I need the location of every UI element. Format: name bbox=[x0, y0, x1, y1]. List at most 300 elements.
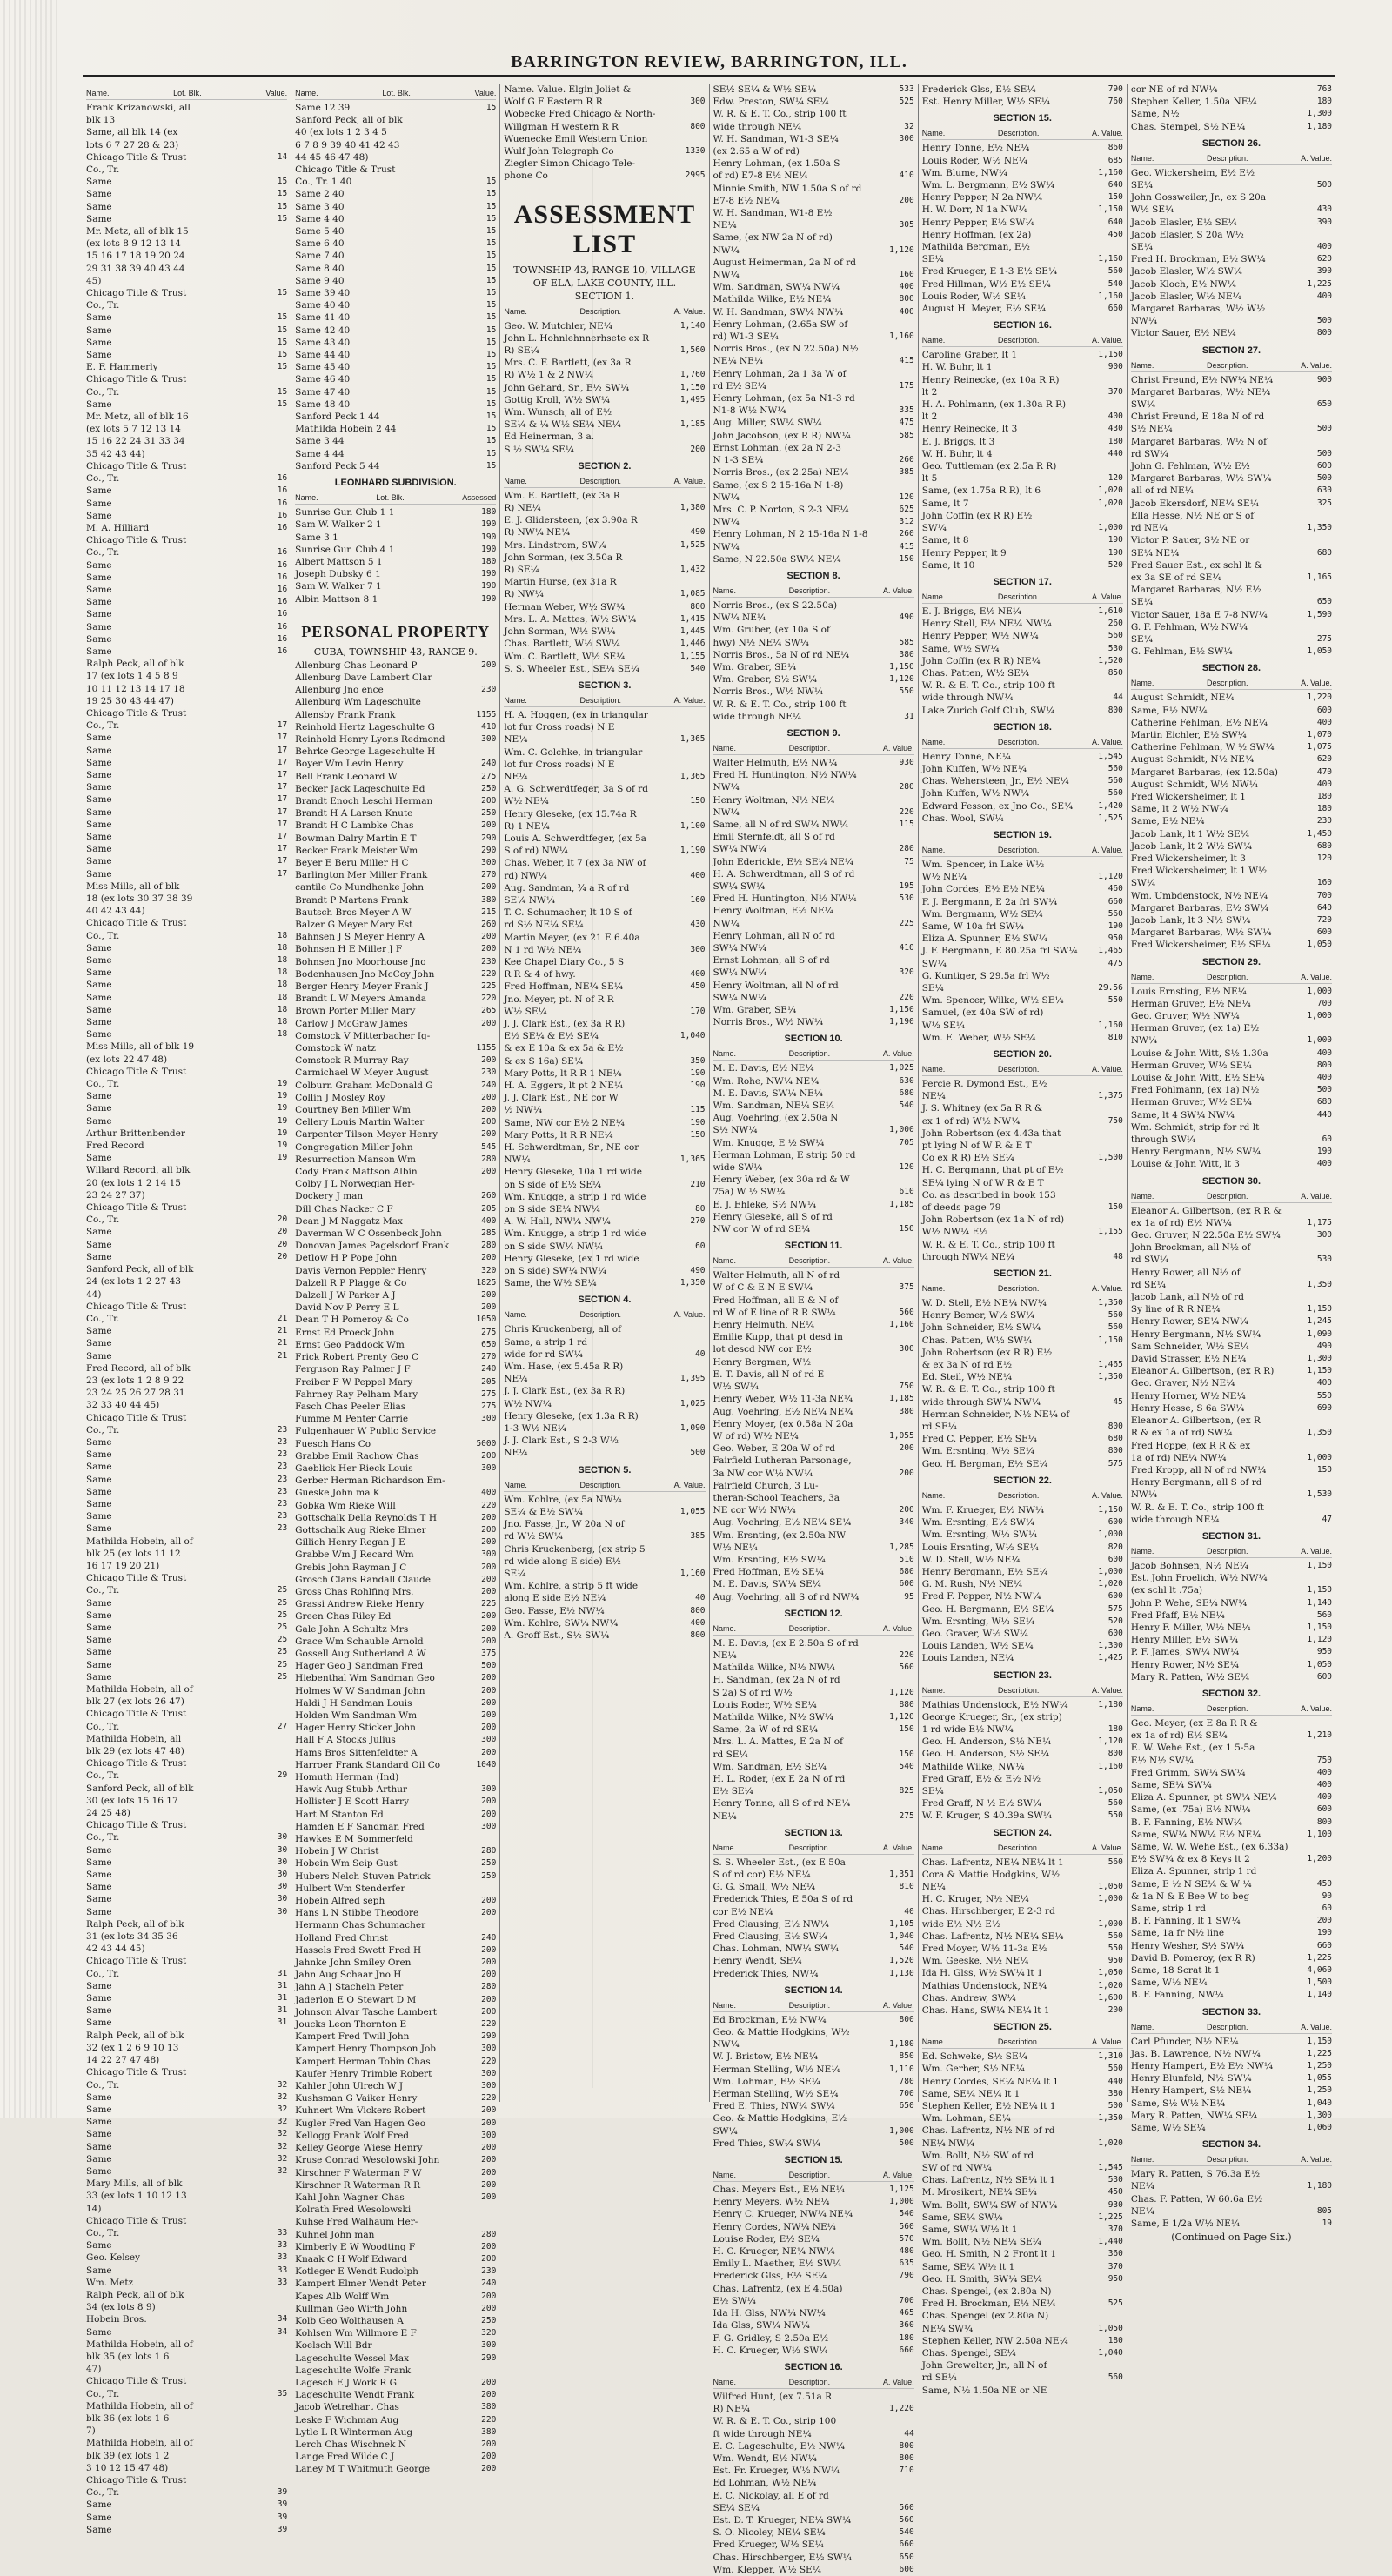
header-name: Name. bbox=[713, 1623, 737, 1633]
entry-description: Co., Tr. bbox=[86, 1770, 120, 1782]
list-item bbox=[86, 2301, 287, 2313]
entry-description: Grebis John Rayman J C bbox=[295, 1562, 407, 1573]
list-item bbox=[504, 431, 705, 443]
entry-description: Mrs. C. F. Bartlett, (ex 3a R bbox=[504, 358, 632, 369]
entry-description: W. F. Kruger, S 40.39a SW¼ bbox=[921, 1810, 1053, 1822]
entry-description: B. F. Fanning, NW¼ bbox=[1130, 1990, 1224, 2001]
list-item bbox=[86, 1201, 287, 1214]
entry-description: Chas. Hans, SW¼ NE¼ lt 1 bbox=[921, 2005, 1050, 2016]
entry-value: 17 bbox=[277, 769, 288, 779]
entry-description: Carl Pfunder, N½ NE¼ bbox=[1130, 2036, 1239, 2047]
entry-value: 1,040 bbox=[1098, 2348, 1123, 2359]
entry-value: 290 bbox=[481, 2352, 497, 2363]
list-item bbox=[86, 1016, 287, 1028]
list-item bbox=[713, 170, 914, 182]
entry-description: Same bbox=[86, 2091, 112, 2103]
entry-value: 200 bbox=[481, 1636, 497, 1646]
entry-value: 200 bbox=[481, 1685, 497, 1696]
entry-description: 35 42 43 44) bbox=[86, 448, 145, 459]
list-item bbox=[295, 2439, 496, 2451]
entry-value: 640 bbox=[1108, 217, 1123, 227]
header-description: Lot. Blk. bbox=[382, 89, 411, 97]
entry-value: 32 bbox=[277, 2129, 288, 2139]
list-item bbox=[86, 1696, 287, 1708]
list-item bbox=[86, 683, 287, 695]
list-item bbox=[295, 250, 496, 262]
entry-value: 500 bbox=[1316, 180, 1333, 191]
list-item bbox=[295, 2265, 496, 2278]
column-header bbox=[922, 844, 1123, 857]
list-item bbox=[86, 1522, 287, 1535]
entry-description: Same bbox=[86, 1251, 112, 1262]
list-item bbox=[86, 942, 287, 954]
list-item bbox=[86, 2239, 287, 2251]
entry-value: 210 bbox=[690, 1179, 706, 1189]
entry-value: 540 bbox=[690, 663, 706, 673]
list-item bbox=[922, 522, 1123, 534]
entry-value: 300 bbox=[481, 733, 497, 744]
entry-value: 1,560 bbox=[679, 345, 706, 356]
list-item bbox=[86, 102, 287, 114]
list-item bbox=[922, 1893, 1123, 1905]
entry-value: 15 bbox=[485, 103, 497, 112]
entry-description: Ed Brockman, E½ NW¼ bbox=[713, 2014, 826, 2025]
entry-description: Berger Henry Meyer Frank J bbox=[295, 981, 429, 992]
entry-value: 440 bbox=[1316, 1109, 1333, 1120]
list-item bbox=[1131, 2060, 1332, 2072]
entry-value: 1,000 bbox=[889, 1125, 914, 1135]
entry-description: Grabbe Wm J Recard Wm bbox=[295, 1549, 414, 1561]
entry-value: 19 bbox=[277, 1153, 288, 1163]
entry-value: 1,250 bbox=[1307, 2085, 1333, 2096]
entry-value: 350 bbox=[690, 1055, 706, 1066]
entry-description: Boyer Wm Levin Henry bbox=[295, 759, 404, 770]
entry-value: 400 bbox=[1316, 1073, 1333, 1083]
list-item bbox=[295, 593, 496, 606]
entry-description: Catherine Fehlman, E½ NE¼ bbox=[1130, 717, 1268, 728]
entry-description: Norris Bros., W½ NW¼ bbox=[713, 686, 824, 698]
entry-description: 24 (ex lots 1 2 27 43 bbox=[86, 1276, 181, 1288]
entry-value: 540 bbox=[899, 1761, 914, 1771]
list-item bbox=[922, 1102, 1123, 1114]
entry-description: Jaderlon E O Stewart D M bbox=[295, 1994, 417, 2005]
list-item bbox=[1131, 1952, 1332, 1964]
list-item bbox=[504, 1373, 705, 1385]
list-item bbox=[1131, 1476, 1332, 1489]
entry-value: 410 bbox=[899, 943, 914, 953]
entry-description: Ziegler Simon Chicago Tele- bbox=[504, 158, 635, 170]
list-item bbox=[86, 917, 287, 929]
entry-value: 230 bbox=[481, 956, 497, 967]
list-item bbox=[922, 1943, 1123, 1955]
entry-value: 520 bbox=[1108, 1616, 1123, 1626]
entry-description: Same 4 44 bbox=[295, 448, 345, 459]
entry-value: 650 bbox=[481, 1339, 497, 1349]
entry-value: 1,130 bbox=[889, 1968, 914, 1978]
list-item bbox=[86, 349, 287, 361]
list-item bbox=[922, 896, 1123, 908]
list-item bbox=[504, 783, 705, 795]
list-item bbox=[1131, 1109, 1332, 1121]
entry-description: SE½ SE¼ & W½ SE¼ bbox=[713, 84, 817, 95]
entry-value: 230 bbox=[1316, 816, 1333, 826]
list-item bbox=[86, 2017, 287, 2029]
list-item bbox=[504, 1422, 705, 1435]
header-value: A. Value. bbox=[1091, 129, 1123, 138]
entry-value: 17 bbox=[277, 794, 288, 805]
entry-description: Fred Hoffman, NE¼ SE¼ bbox=[504, 981, 623, 993]
entry-value: 600 bbox=[1108, 1591, 1123, 1602]
list-item bbox=[1131, 1927, 1332, 1939]
list-item bbox=[86, 534, 287, 546]
entry-value: 200 bbox=[481, 932, 497, 942]
list-item bbox=[1131, 1267, 1332, 1279]
entry-description: ex 3a SE of rd SE¼ bbox=[1130, 572, 1221, 583]
entry-description: Sanford Peck, all of blk bbox=[86, 1783, 194, 1794]
entry-description: Fred Wickersheimer, E½ SE¼ bbox=[1130, 940, 1271, 951]
list-item bbox=[86, 979, 287, 991]
entry-value: 950 bbox=[1316, 1647, 1333, 1657]
entry-value: 1,150 bbox=[1098, 1504, 1123, 1515]
entry-value: 205 bbox=[481, 1376, 497, 1387]
list-item bbox=[295, 1030, 496, 1042]
entry-value: 260 bbox=[899, 529, 914, 539]
list-item bbox=[86, 1337, 287, 1349]
list-item bbox=[1131, 1464, 1332, 1476]
list-item bbox=[922, 1905, 1123, 1917]
entry-value: 380 bbox=[481, 2402, 497, 2412]
list-item bbox=[713, 599, 914, 612]
entry-value: 60 bbox=[695, 1241, 706, 1251]
list-item bbox=[504, 663, 705, 675]
column-header bbox=[922, 1684, 1123, 1697]
entry-description: Co., Tr. bbox=[86, 1214, 120, 1226]
entry-description: Emil Sternfeldt, all S of rd bbox=[713, 832, 835, 843]
entry-value: 195 bbox=[899, 880, 914, 891]
section-title: SECTION 17. bbox=[993, 576, 1052, 587]
list-item bbox=[713, 1186, 914, 1198]
section-title: SECTION 24. bbox=[993, 1827, 1052, 1838]
list-item bbox=[295, 1178, 496, 1190]
list-item bbox=[713, 257, 914, 269]
entry-value: 710 bbox=[899, 2466, 914, 2476]
entry-description: Co., Tr. bbox=[86, 2079, 120, 2091]
entry-description: P. F. James, SW¼ NW¼ bbox=[1130, 1647, 1240, 1658]
list-item bbox=[1131, 84, 1332, 96]
entry-description: Grosch Clans Randall Claude bbox=[295, 1574, 431, 1585]
entry-description: Louise Roder, E½ SE¼ bbox=[713, 2233, 820, 2245]
list-item bbox=[713, 1137, 914, 1149]
list-item bbox=[1131, 902, 1332, 914]
entry-description: W½ NE¼ bbox=[713, 1542, 758, 1553]
entry-description: 15 16 17 18 19 20 24 bbox=[86, 251, 185, 262]
column-header bbox=[1131, 1703, 1332, 1716]
list-item bbox=[713, 2258, 914, 2270]
entry-value: 1,040 bbox=[1307, 2098, 1333, 2108]
entry-value: 465 bbox=[899, 2308, 914, 2318]
entry-description: Norris Bros., (ex S 22.50a) bbox=[713, 599, 838, 611]
entry-value: 200 bbox=[481, 795, 497, 806]
entry-value: 31 bbox=[277, 1993, 288, 2004]
entry-description: Eliza A. Spunner, strip 1 rd bbox=[1130, 1866, 1257, 1877]
entry-description: wide through NE¼ bbox=[1130, 1514, 1220, 1525]
entry-value: 35 bbox=[277, 2388, 288, 2399]
entry-value: 44 bbox=[1113, 693, 1123, 703]
entry-description: Same bbox=[86, 646, 112, 657]
entry-value: 200 bbox=[481, 1673, 497, 1683]
entry-description: Wuenecke Emil Western Union bbox=[504, 133, 648, 144]
entry-value: 290 bbox=[481, 2031, 497, 2042]
entry-value: 16 bbox=[277, 572, 288, 582]
entry-description: Victor Sauer, 18a E 7-8 NW¼ bbox=[1130, 609, 1268, 620]
entry-value: 250 bbox=[481, 1870, 497, 1881]
entry-description: Wm. Lohman, SE¼ bbox=[921, 2113, 1011, 2124]
list-item bbox=[713, 2295, 914, 2307]
list-item bbox=[86, 1239, 287, 1251]
entry-description: Mathilde Wilke, NW¼ bbox=[921, 1761, 1025, 1772]
entry-value: 180 bbox=[1316, 804, 1333, 814]
entry-value: 200 bbox=[481, 1574, 497, 1584]
entry-description: Ferguson Ray Palmer J F bbox=[295, 1364, 411, 1375]
list-item bbox=[295, 2068, 496, 2080]
list-item bbox=[86, 275, 287, 287]
entry-description: E. T. Davis, all N of rd E bbox=[713, 1368, 825, 1380]
list-item bbox=[295, 1574, 496, 1586]
entry-description: W. R. & E. T. Co., strip 100 ft bbox=[1130, 1502, 1264, 1513]
list-item bbox=[922, 2248, 1123, 2260]
entry-value: 17 bbox=[277, 844, 288, 854]
entry-value: 850 bbox=[1108, 667, 1123, 678]
column-header bbox=[504, 694, 705, 707]
entry-value: 400 bbox=[1316, 1378, 1333, 1388]
list-item bbox=[86, 1350, 287, 1362]
list-item bbox=[1131, 1279, 1332, 1291]
entry-description: Same 44 40 bbox=[295, 350, 351, 361]
list-item bbox=[713, 1223, 914, 1235]
list-item bbox=[86, 337, 287, 349]
list-item bbox=[713, 430, 914, 442]
entry-description: Fahrney Ray Pelham Mary bbox=[295, 1388, 418, 1400]
entry-description: Chicago Title & Trust bbox=[86, 460, 187, 472]
entry-description: cantile Co Mundhenke John bbox=[295, 882, 424, 893]
entry-description: H. A. Pohlmann, (ex 1.30a R R) bbox=[921, 399, 1067, 411]
entry-description: W. H. Buhr, lt 4 bbox=[921, 448, 993, 459]
entry-description: Chas. Lohman, NW¼ SW¼ bbox=[713, 1944, 840, 1955]
entry-value: 30 bbox=[277, 1844, 288, 1855]
entry-value: 1,055 bbox=[1307, 2073, 1333, 2084]
entry-value: 1,285 bbox=[889, 1542, 914, 1552]
list-item bbox=[86, 2289, 287, 2301]
entry-value: 300 bbox=[481, 1549, 497, 1560]
entry-value: 180 bbox=[1108, 2335, 1123, 2345]
entry-description: Stephen Keller, NW 2.50a NE¼ bbox=[921, 2335, 1068, 2346]
list-item bbox=[922, 1723, 1123, 1736]
entry-description: Geo. H. Bergmann, E½ SE¼ bbox=[921, 1603, 1054, 1615]
list-item bbox=[713, 2539, 914, 2551]
header-value: A. Value. bbox=[1091, 336, 1123, 345]
entry-value: 1,150 bbox=[1307, 1560, 1333, 1570]
entry-value: 600 bbox=[1108, 1554, 1123, 1564]
entry-description: Henry Tonne, NE¼ bbox=[921, 751, 1012, 762]
list-item bbox=[922, 1177, 1123, 1189]
list-item bbox=[1131, 1303, 1332, 1315]
header-name: Name. bbox=[504, 1310, 527, 1320]
list-item bbox=[86, 2030, 287, 2042]
list-item bbox=[1131, 191, 1332, 204]
entry-description: Martin Hurse, (ex 31a R bbox=[504, 577, 617, 588]
entry-value: 15 bbox=[277, 177, 288, 187]
list-item bbox=[713, 1810, 914, 1823]
entry-value: 17 bbox=[277, 806, 288, 817]
entry-value: 560 bbox=[1108, 631, 1123, 641]
entry-value: 380 bbox=[481, 2426, 497, 2437]
entry-value: 33 bbox=[277, 2265, 288, 2275]
list-item bbox=[713, 1542, 914, 1554]
list-item bbox=[295, 1734, 496, 1746]
entry-description: NW¼ NE¼ bbox=[713, 612, 766, 624]
entry-description: Wm. Bollt, N½ SW of rd bbox=[921, 2150, 1034, 2161]
entry-description: Frederick Glss, E½ SE¼ bbox=[713, 2271, 827, 2282]
entry-description: Mrs. C. P. Norton, S 2-3 NE¼ bbox=[713, 504, 849, 515]
list-item bbox=[86, 880, 287, 893]
list-item bbox=[86, 658, 287, 670]
entry-description: R) 1 NE¼ bbox=[504, 820, 550, 832]
list-item bbox=[922, 2051, 1123, 2063]
entry-description: Bahnsen J S Meyer Henry A bbox=[295, 932, 425, 943]
entry-value: 200 bbox=[481, 1524, 497, 1535]
list-item bbox=[1131, 1452, 1332, 1464]
list-item bbox=[922, 278, 1123, 291]
list-item bbox=[713, 1797, 914, 1810]
entry-description: Henry Tonne, E½ NE¼ bbox=[921, 143, 1030, 154]
entry-description: Lerch Chas Wischnek N bbox=[295, 2439, 407, 2450]
entry-description: Herman Schneider, N½ NE¼ of bbox=[921, 1408, 1070, 1420]
entry-value: 150 bbox=[690, 796, 706, 806]
entry-description: F. G. Gridley, S 2.50a E½ bbox=[713, 2332, 829, 2344]
entry-description: H. W. Dorr, N 1a NW¼ bbox=[921, 204, 1027, 216]
list-item bbox=[295, 820, 496, 832]
list-item bbox=[295, 2303, 496, 2315]
entry-description: Daverman W C Ossenbeck John bbox=[295, 1228, 442, 1240]
list-item bbox=[295, 1771, 496, 1783]
list-item bbox=[86, 1251, 287, 1263]
entry-value: 380 bbox=[899, 1406, 914, 1416]
list-item bbox=[86, 2524, 287, 2536]
entry-description: Ernst Lohman, all S of rd bbox=[713, 955, 830, 967]
entry-description: Margaret Barbaras, E½ SW¼ bbox=[1130, 902, 1269, 913]
entry-value: 490 bbox=[690, 1266, 706, 1276]
entry-description: Kugler Fred Van Hagen Geo bbox=[295, 2118, 426, 2129]
list-item bbox=[295, 1240, 496, 1252]
list-item bbox=[295, 1660, 496, 1672]
list-item bbox=[922, 2124, 1123, 2137]
entry-description: Co., Tr. bbox=[86, 386, 120, 398]
entry-description: NW¼ bbox=[713, 2039, 740, 2051]
entry-description: J. J. Clark Est., NE cor W bbox=[504, 1093, 619, 1104]
entry-value: 33 bbox=[277, 2277, 288, 2287]
entry-description: Homuth Herman (Ind) bbox=[295, 1772, 399, 1783]
entry-value: 1,120 bbox=[1307, 1635, 1333, 1645]
entry-value: 200 bbox=[899, 1443, 914, 1454]
entry-description: of rd) E7-8 E½ NE¼ bbox=[713, 171, 808, 182]
entry-description: Henry Woltman, all N of rd bbox=[713, 980, 839, 991]
list-item bbox=[295, 672, 496, 684]
entry-value: 200 bbox=[481, 1092, 497, 1102]
list-item bbox=[504, 1042, 705, 1054]
header-description: Description. bbox=[997, 845, 1040, 854]
header-name: Name. bbox=[921, 1843, 946, 1852]
list-item bbox=[922, 1566, 1123, 1578]
subhead: TOWNSHIP 43, RANGE 10, VILLAGE bbox=[513, 264, 696, 276]
entry-description: Grassi Andrew Rieke Henry bbox=[295, 1599, 425, 1610]
entry-description: M. E. Davis, SW¼ NE¼ bbox=[713, 1087, 823, 1099]
entry-description: 44) bbox=[86, 1288, 102, 1300]
entry-description: A. Groff Est., S½ SW¼ bbox=[504, 1629, 610, 1641]
entry-description: John Kuffen, W½ NE¼ bbox=[921, 763, 1027, 774]
list-item bbox=[1131, 1767, 1332, 1779]
entry-description: Jacob Ekersdorf, NE¼ SE¼ bbox=[1130, 498, 1259, 509]
list-item bbox=[295, 448, 496, 460]
entry-value: 1,125 bbox=[889, 2185, 914, 2195]
entry-value: 200 bbox=[481, 944, 497, 954]
entry-description: Wm. Knugge, a strip 1 rd wide bbox=[504, 1228, 646, 1240]
entry-value: 525 bbox=[899, 97, 914, 107]
list-item bbox=[86, 1831, 287, 1843]
list-item bbox=[86, 1214, 287, 1226]
entry-description: Co., Tr. bbox=[86, 473, 120, 485]
entry-value: 190 bbox=[1108, 547, 1123, 558]
header-value: A. Value. bbox=[882, 585, 914, 595]
entry-description: Same, lt 8 bbox=[921, 535, 969, 546]
entry-description: Same bbox=[86, 398, 112, 410]
entry-description: NW¼ bbox=[1130, 316, 1158, 327]
entry-description: Wm. Spencer, in Lake W½ bbox=[921, 859, 1045, 870]
list-item bbox=[504, 1323, 705, 1335]
list-item bbox=[922, 775, 1123, 787]
header-description: Description. bbox=[1207, 1703, 1248, 1713]
list-item bbox=[86, 2079, 287, 2091]
list-item bbox=[504, 1141, 705, 1154]
list-item bbox=[295, 1128, 496, 1141]
list-item bbox=[922, 667, 1123, 679]
section-title: SECTION 14. bbox=[784, 1984, 843, 1996]
column-header bbox=[922, 1489, 1123, 1502]
entry-description: Kushsman G Vaiker Henry bbox=[295, 2093, 418, 2104]
entry-value: 1,120 bbox=[889, 244, 914, 255]
entry-value: 500 bbox=[481, 1661, 497, 1671]
entry-value: 1,350 bbox=[1307, 1428, 1333, 1438]
entry-description: Henry Pepper, lt 9 bbox=[921, 547, 1007, 559]
entry-description: Same, a strip 1 rd bbox=[504, 1336, 588, 1348]
list-item bbox=[86, 757, 287, 769]
list-item bbox=[295, 696, 496, 708]
list-item bbox=[922, 1383, 1123, 1395]
entry-value: 400 bbox=[899, 306, 914, 317]
entry-description: Same bbox=[86, 337, 112, 348]
header-description: Description. bbox=[1207, 2155, 1248, 2165]
list-item bbox=[1131, 1755, 1332, 1767]
entry-description: Walter Helmuth, all N of rd bbox=[713, 1270, 840, 1281]
entry-description: Dalzell J W Parker A J bbox=[295, 1290, 396, 1301]
entry-value: 1,150 bbox=[1307, 1304, 1333, 1315]
list-item bbox=[504, 394, 705, 406]
entry-value: 850 bbox=[899, 2051, 914, 2062]
list-item bbox=[713, 686, 914, 698]
entry-value: 820 bbox=[1108, 1542, 1123, 1552]
entry-description: Carpenter Tilson Meyer Henry bbox=[295, 1129, 438, 1141]
entry-value: 200 bbox=[899, 195, 914, 205]
entry-value: 160 bbox=[690, 894, 706, 905]
